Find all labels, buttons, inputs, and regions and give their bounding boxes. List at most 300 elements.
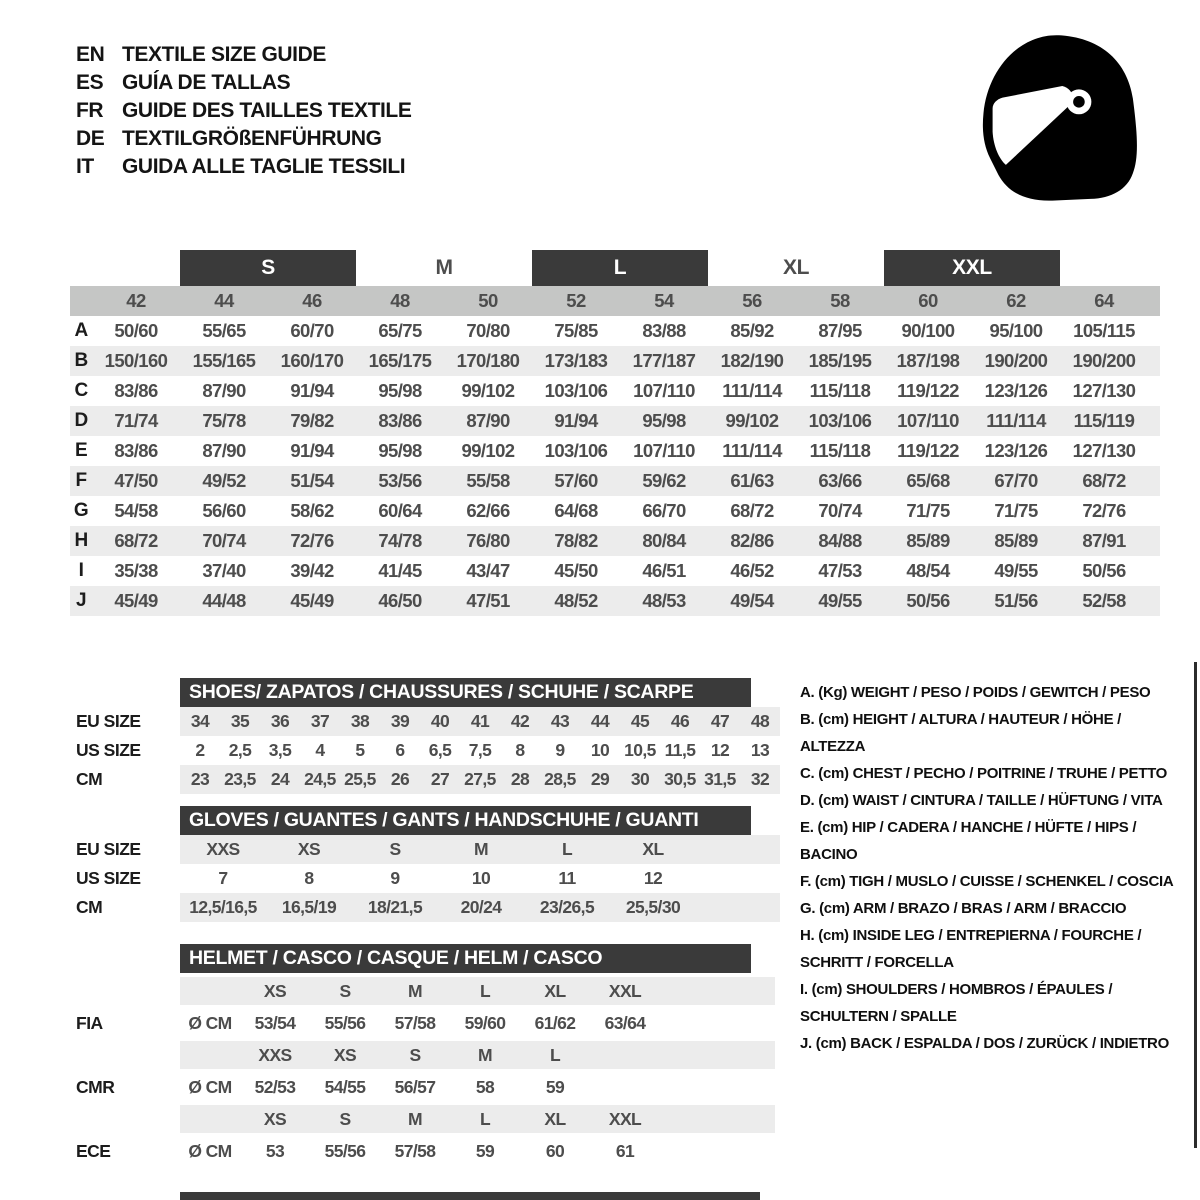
size-group-label: M <box>435 256 453 279</box>
size-value-cell: 155/165 <box>192 350 256 371</box>
shoes-rows <box>70 707 790 794</box>
shoes_table-cm-band <box>180 765 780 794</box>
letter-col-spacer <box>70 250 92 286</box>
size-value-cell: 90/100 <box>901 320 955 341</box>
language-label: GUÍA DE TALLAS <box>122 71 291 94</box>
shoes_table-cm-cell: 26 <box>390 769 410 789</box>
helmet-size-cell: XL <box>544 1108 566 1129</box>
size-value-cell: 95/100 <box>989 320 1043 341</box>
size-value-cell: 83/86 <box>378 410 422 431</box>
row-letter: C <box>74 380 88 401</box>
size-value-cell: 78/82 <box>554 530 598 551</box>
size-value-cell: 83/88 <box>642 320 686 341</box>
helmet-sizes-band <box>180 1041 775 1069</box>
row-label: EU SIZE <box>76 839 141 859</box>
helmet-size-cell: S <box>339 1108 351 1129</box>
helmet-standard-label: FIA <box>76 1012 103 1033</box>
size-value-cell: 44/48 <box>202 590 246 611</box>
size-value-cell: 91/94 <box>290 380 334 401</box>
helmet-size-cell: L <box>479 980 491 1001</box>
size-table-row <box>70 556 1160 586</box>
helmet-value-cell: 52/53 <box>254 1076 296 1097</box>
helmet-value-cell: 58 <box>475 1076 495 1097</box>
size-value-cell: 115/118 <box>809 380 871 401</box>
size-value-cell: 87/95 <box>818 320 862 341</box>
helmet-value-cell: 60 <box>545 1140 565 1161</box>
row-letter: A <box>74 320 88 341</box>
size-value-cell: 91/94 <box>554 410 598 431</box>
size-value-cell: 85/89 <box>994 530 1038 551</box>
size-value-cell: 61/63 <box>730 470 774 491</box>
gloves_table-us-cell: 11 <box>558 868 576 888</box>
size-value-cell: 53/56 <box>378 470 422 491</box>
language-label: GUIDE DES TAILLES TEXTILE <box>122 99 412 122</box>
size-value-cell: 54/58 <box>114 500 158 521</box>
helmet-size-cell: XXS <box>258 1044 292 1065</box>
shoes-section <box>70 678 790 794</box>
helmet-size-cell: XS <box>263 1108 287 1129</box>
size-value-cell: 56/60 <box>202 500 246 521</box>
gloves_table-cm-cell: 23/26,5 <box>539 897 595 917</box>
size-value-cell: 95/98 <box>642 410 686 431</box>
shoes_table-us-cell: 2,5 <box>228 740 252 760</box>
size-value-cell: 119/122 <box>897 380 959 401</box>
size-group-label: XL <box>782 256 810 279</box>
shoes_table-us-cell: 13 <box>750 740 770 760</box>
helmet-standard-label: CMR <box>76 1076 115 1097</box>
size-value-cell: 190/200 <box>1072 350 1136 371</box>
shoes_table-cm-cell: 30 <box>630 769 650 789</box>
legend-item: D. (cm) WAIST / CINTURA / TAILLE / HÜFTUNG / VITA <box>800 792 1163 809</box>
shoes_table-cm-cell: 25,5 <box>344 769 376 789</box>
size-value-cell: 87/90 <box>466 410 510 431</box>
size-value-cell: 47/50 <box>114 470 158 491</box>
helmet-value-cell: 59 <box>545 1076 565 1097</box>
size-value-cell: 170/180 <box>456 350 520 371</box>
shoes_table-cm-cell: 30,5 <box>664 769 696 789</box>
row-label: EU SIZE <box>76 711 141 731</box>
size-value-cell: 185/195 <box>808 350 872 371</box>
gloves_table-eu-cell: XXS <box>206 839 240 859</box>
legend-item: J. (cm) BACK / ESPALDA / DOS / ZURÜCK / INDIETRO <box>800 1035 1169 1052</box>
size-value-cell: 37/40 <box>202 560 246 581</box>
size-value-cell: 35/38 <box>114 560 158 581</box>
size-value-cell: 190/200 <box>984 350 1048 371</box>
size-value-cell: 60/70 <box>290 320 334 341</box>
size-value-cell: 45/49 <box>114 590 158 611</box>
language-list <box>76 44 411 178</box>
size-table-row <box>70 496 1160 526</box>
row-letter: I <box>78 560 84 581</box>
size-groups-row <box>70 250 1160 286</box>
size-value-cell: 165/175 <box>368 350 432 371</box>
helmet-unit-label: Ø CM <box>188 1012 232 1033</box>
helmet-unit-label: Ø CM <box>188 1140 232 1161</box>
shoes_table-eu-cell: 45 <box>630 711 650 731</box>
size-value-cell: 150/160 <box>104 350 168 371</box>
legend-item: I. (cm) SHOULDERS / HOMBROS / ÉPAULES / SCHULTERN / SPALLE <box>800 981 1113 1025</box>
size-value-cell: 49/55 <box>818 590 862 611</box>
gloves-rows <box>70 835 790 922</box>
size-value-cell: 41/45 <box>378 560 422 581</box>
shoes_table-us-cell: 6,5 <box>428 740 452 760</box>
gloves_table-us-cell: 7 <box>218 868 228 888</box>
shoes_table-eu-cell: 43 <box>550 711 570 731</box>
size-value-cell: 68/72 <box>114 530 158 551</box>
size-value-cell: 75/78 <box>202 410 246 431</box>
shoes_table-us-cell: 11,5 <box>664 740 696 760</box>
helmet-title: HELMET / CASCO / CASQUE / HELM / CASCO <box>180 944 751 973</box>
size-value-cell: 51/56 <box>994 590 1038 611</box>
cutoff-section-bar <box>180 1192 760 1200</box>
gloves_table-cm-cell: 12,5/16,5 <box>189 897 257 917</box>
size-value-cell: 71/74 <box>114 410 158 431</box>
helmet-values-band <box>180 1073 775 1101</box>
size-value-cell: 45/50 <box>554 560 598 581</box>
shoes_table-us-cell: 10 <box>590 740 610 760</box>
size-value-cell: 46/51 <box>642 560 686 581</box>
size-value-cell: 99/102 <box>461 380 515 401</box>
row-label: US SIZE <box>76 740 141 760</box>
size-value-cell: 111/114 <box>722 380 782 401</box>
size-value-cell: 43/47 <box>466 560 510 581</box>
size-value-cell: 72/76 <box>1082 500 1126 521</box>
size-value-cell: 99/102 <box>461 440 515 461</box>
helmet-value-cell: 53 <box>265 1140 285 1161</box>
shoes_table-eu-cell: 35 <box>230 711 250 731</box>
gloves_table-eu-cell: S <box>389 839 401 859</box>
size-value-cell: 39/42 <box>290 560 334 581</box>
size-value-cell: 127/130 <box>1072 380 1136 401</box>
size-value-cell: 95/98 <box>378 440 422 461</box>
shoes_table-eu-cell: 37 <box>310 711 330 731</box>
right-edge-line <box>1194 662 1197 1148</box>
size-value-cell: 182/190 <box>720 350 784 371</box>
shoes_table-eu-band <box>180 707 780 736</box>
column-header: 52 <box>566 290 586 311</box>
shoes_table-eu-cell: 42 <box>510 711 530 731</box>
shoes_table-eu-cell: 41 <box>470 711 490 731</box>
helmet-sizes-row <box>70 1105 790 1133</box>
gloves_table-cm-band <box>180 893 780 922</box>
column-header: 50 <box>478 290 498 311</box>
size-value-cell: 60/64 <box>378 500 422 521</box>
helmet-value-cell: 61/62 <box>534 1012 576 1033</box>
size-value-cell: 47/53 <box>818 560 862 581</box>
shoes_table-cm-cell: 23,5 <box>224 769 256 789</box>
language-label: TEXTILGRÖßENFÜHRUNG <box>122 127 382 150</box>
helmet-value-cell: 59 <box>475 1140 495 1161</box>
gloves_table-eu-band <box>180 835 780 864</box>
size-value-cell: 68/72 <box>1082 470 1126 491</box>
shoes_table-cm-row <box>70 765 790 794</box>
helmet-values-band <box>180 1137 775 1165</box>
size-value-cell: 83/86 <box>114 440 158 461</box>
helmet-size-cell: L <box>549 1044 561 1065</box>
size-value-cell: 71/75 <box>994 500 1038 521</box>
shoes_table-us-band <box>180 736 780 765</box>
size-table-row <box>70 466 1160 496</box>
helmet-size-cell: XS <box>333 1044 357 1065</box>
size-value-cell: 123/126 <box>984 380 1048 401</box>
helmet-values-row <box>70 1137 790 1165</box>
size-group-label: L <box>532 250 708 286</box>
size-value-cell: 50/56 <box>1082 560 1126 581</box>
helmet-size-cell: XXL <box>608 1108 642 1129</box>
size-value-cell: 70/80 <box>466 320 510 341</box>
size-value-cell: 67/70 <box>994 470 1038 491</box>
visor-pivot-dot <box>1073 96 1085 108</box>
size-value-cell: 72/76 <box>290 530 334 551</box>
size-value-cell: 84/88 <box>818 530 862 551</box>
size-value-cell: 82/86 <box>730 530 774 551</box>
size-value-cell: 87/90 <box>202 440 246 461</box>
size-value-cell: 85/89 <box>906 530 950 551</box>
shoes_table-eu-cell: 39 <box>390 711 410 731</box>
helmet-value-cell: 59/60 <box>464 1012 506 1033</box>
gloves-section <box>70 806 790 922</box>
column-header: 54 <box>654 290 674 311</box>
size-value-cell: 107/110 <box>897 410 959 431</box>
gloves_table-eu-row <box>70 835 790 864</box>
language-code: ES <box>76 71 104 94</box>
language-code: DE <box>76 127 105 150</box>
gloves_table-cm-cell: 20/24 <box>460 897 502 917</box>
size-value-cell: 51/54 <box>290 470 334 491</box>
row-letter: D <box>74 410 88 431</box>
col-64-spacer <box>1060 250 1148 286</box>
size-value-cell: 50/60 <box>114 320 158 341</box>
helmet-size-cell: M <box>478 1044 492 1065</box>
shoes_table-cm-cell: 31,5 <box>704 769 736 789</box>
helmet-size-cell: M <box>408 980 422 1001</box>
helmet-rows <box>70 977 790 1165</box>
legend-item: E. (cm) HIP / CADERA / HANCHE / HÜFTE / HIPS / BACINO <box>800 819 1137 863</box>
shoes_table-eu-cell: 44 <box>590 711 610 731</box>
shoes_table-us-cell: 4 <box>315 740 325 760</box>
size-value-cell: 76/80 <box>466 530 510 551</box>
helmet-value-cell: 63/64 <box>604 1012 646 1033</box>
helmet-value-cell: 61 <box>615 1140 635 1161</box>
shoes_table-us-row <box>70 736 790 765</box>
helmet-values-row <box>70 1073 790 1101</box>
row-label: US SIZE <box>76 868 141 888</box>
column-header: 42 <box>126 290 146 311</box>
legend-list <box>800 679 1180 1057</box>
gloves_table-eu-cell: XL <box>642 839 664 859</box>
row-letter: F <box>75 470 87 491</box>
size-value-cell: 68/72 <box>730 500 774 521</box>
gloves_table-us-cell: 10 <box>471 868 491 888</box>
size-value-cell: 127/130 <box>1072 440 1136 461</box>
column-header: 58 <box>830 290 850 311</box>
language-code: FR <box>76 99 104 122</box>
shoes_table-cm-cell: 23 <box>190 769 210 789</box>
legend-item: H. (cm) INSIDE LEG / ENTREPIERNA / FOURCHE / SCHRITT / FORCELLA <box>800 927 1142 971</box>
helmet-value-cell: 55/56 <box>324 1012 366 1033</box>
helmet-values-row <box>70 1009 790 1037</box>
size-value-cell: 70/74 <box>818 500 862 521</box>
legend-item: G. (cm) ARM / BRAZO / BRAS / ARM / BRACCIO <box>800 900 1127 917</box>
shoes_table-eu-cell: 40 <box>430 711 450 731</box>
size-value-cell: 62/66 <box>466 500 510 521</box>
shoes_table-eu-cell: 46 <box>670 711 690 731</box>
size-value-cell: 75/85 <box>554 320 598 341</box>
size-value-cell: 79/82 <box>290 410 334 431</box>
size-value-cell: 107/110 <box>633 440 695 461</box>
size-value-cell: 63/66 <box>818 470 862 491</box>
shoes_table-cm-cell: 27,5 <box>464 769 496 789</box>
helmet-section <box>70 944 790 1165</box>
row-letter: G <box>73 500 89 521</box>
shoes_table-eu-cell: 34 <box>190 711 210 731</box>
helmet-size-cell: XS <box>263 980 287 1001</box>
size-value-cell: 52/58 <box>1082 590 1126 611</box>
helmet-size-cell: L <box>479 1108 491 1129</box>
row-letter: H <box>74 530 88 551</box>
row-letter: B <box>74 350 88 371</box>
shoes_table-us-cell: 5 <box>355 740 365 760</box>
gloves_table-cm-row <box>70 893 790 922</box>
helmet-value-cell: 56/57 <box>394 1076 436 1097</box>
column-header: 46 <box>302 290 322 311</box>
shoes_table-cm-cell: 28,5 <box>544 769 576 789</box>
main-size-table <box>70 250 1160 616</box>
size-value-cell: 160/170 <box>280 350 344 371</box>
helmet-unit-label: Ø CM <box>188 1076 232 1097</box>
size-table-row <box>70 586 1160 616</box>
shoes-title: SHOES/ ZAPATOS / CHAUSSURES / SCHUHE / SCARPE <box>180 678 751 707</box>
shoes_table-cm-cell: 29 <box>590 769 610 789</box>
size-value-cell: 65/75 <box>378 320 422 341</box>
size-value-cell: 103/106 <box>808 410 872 431</box>
gloves_table-eu-cell: M <box>474 839 488 859</box>
helmet-value-cell: 55/56 <box>324 1140 366 1161</box>
language-label: TEXTILE SIZE GUIDE <box>122 43 326 66</box>
helmet-value-cell: 53/54 <box>254 1012 296 1033</box>
size-table-row <box>70 436 1160 466</box>
shoes_table-us-cell: 12 <box>710 740 730 760</box>
size-value-cell: 55/65 <box>202 320 246 341</box>
size-value-cell: 55/58 <box>466 470 510 491</box>
size-value-cell: 87/91 <box>1082 530 1126 551</box>
size-value-cell: 111/114 <box>722 440 782 461</box>
size-value-cell: 46/52 <box>730 560 774 581</box>
size-value-cell: 111/114 <box>986 410 1046 431</box>
shoes_table-eu-cell: 47 <box>710 711 730 731</box>
size-value-cell: 83/86 <box>114 380 158 401</box>
gloves_table-us-cell: 9 <box>390 868 400 888</box>
helmet-values-band <box>180 1009 775 1037</box>
helmet-sizes-row <box>70 1041 790 1069</box>
gloves_table-cm-cell: 16,5/19 <box>281 897 337 917</box>
size-value-cell: 65/68 <box>906 470 950 491</box>
size-value-cell: 58/62 <box>290 500 334 521</box>
size-value-cell: 91/94 <box>290 440 334 461</box>
size-columns-row <box>70 286 1160 316</box>
shoes_table-cm-cell: 32 <box>750 769 770 789</box>
shoes_table-us-cell: 3,5 <box>268 740 292 760</box>
size-value-cell: 49/54 <box>730 590 774 611</box>
column-header: 62 <box>1006 290 1026 311</box>
size-value-cell: 115/119 <box>1073 410 1135 431</box>
helmet-size-cell: M <box>408 1108 422 1129</box>
shoes_table-us-cell: 10,5 <box>624 740 656 760</box>
shoes_table-cm-cell: 27 <box>430 769 450 789</box>
size-value-cell: 49/55 <box>994 560 1038 581</box>
size-value-cell: 48/52 <box>554 590 598 611</box>
column-header: 60 <box>918 290 938 311</box>
size-value-cell: 107/110 <box>633 380 695 401</box>
language-code: EN <box>76 43 105 66</box>
col-42-spacer <box>92 250 180 286</box>
size-value-cell: 85/92 <box>730 320 774 341</box>
size-value-cell: 105/115 <box>1073 320 1135 341</box>
shoes_table-us-cell: 6 <box>395 740 405 760</box>
row-letter: J <box>76 590 86 611</box>
shoes_table-cm-cell: 24,5 <box>304 769 336 789</box>
row-letter: E <box>74 440 88 461</box>
helmet-size-cell: XXL <box>608 980 642 1001</box>
size-value-cell: 45/49 <box>290 590 334 611</box>
shoes_table-us-cell: 2 <box>195 740 205 760</box>
language-label: GUIDA ALLE TAGLIE TESSILI <box>122 155 406 178</box>
size-group-label: XXL <box>884 250 1060 286</box>
size-value-cell: 177/187 <box>632 350 696 371</box>
column-header: 56 <box>742 290 762 311</box>
size-value-cell: 115/118 <box>809 440 871 461</box>
gloves_table-us-band <box>180 864 780 893</box>
row-label: CM <box>76 769 103 789</box>
size-table-row <box>70 526 1160 556</box>
size-value-cell: 87/90 <box>202 380 246 401</box>
legend-item: C. (cm) CHEST / PECHO / POITRINE / TRUHE / PETTO <box>800 765 1168 782</box>
shoes_table-us-cell: 7,5 <box>468 740 492 760</box>
helmet-size-cell: S <box>409 1044 421 1065</box>
shoes_table-eu-cell: 36 <box>270 711 290 731</box>
size-table-row <box>70 406 1160 436</box>
helmet-standard-label: ECE <box>76 1140 111 1161</box>
racing-helmet-icon <box>976 32 1142 204</box>
size-value-cell: 99/102 <box>725 410 779 431</box>
size-value-cell: 48/54 <box>906 560 950 581</box>
gloves-title: GLOVES / GUANTES / GANTS / HANDSCHUHE / GUANTI <box>180 806 751 835</box>
helmet-value-cell: 54/55 <box>324 1076 366 1097</box>
size-value-cell: 103/106 <box>544 380 608 401</box>
shoes_table-eu-row <box>70 707 790 736</box>
size-value-cell: 80/84 <box>642 530 686 551</box>
helmet-size-cell: S <box>339 980 351 1001</box>
size-value-cell: 66/70 <box>642 500 686 521</box>
gloves_table-cm-cell: 18/21,5 <box>367 897 423 917</box>
shoes_table-us-cell: 8 <box>515 740 525 760</box>
legend-item: B. (cm) HEIGHT / ALTURA / HAUTEUR / HÖHE / ALTEZZA <box>800 711 1122 755</box>
column-header: 48 <box>390 290 410 311</box>
size-value-cell: 74/78 <box>378 530 422 551</box>
size-value-cell: 57/60 <box>554 470 598 491</box>
legend-item: F. (cm) TIGH / MUSLO / CUISSE / SCHENKEL / COSCIA <box>800 873 1174 890</box>
shoes_table-us-cell: 9 <box>555 740 565 760</box>
size-table-row <box>70 376 1160 406</box>
gloves_table-eu-cell: XS <box>297 839 321 859</box>
size-value-cell: 119/122 <box>897 440 959 461</box>
gloves_table-us-row <box>70 864 790 893</box>
shoes_table-cm-cell: 24 <box>270 769 290 789</box>
size-value-cell: 123/126 <box>984 440 1048 461</box>
helmet-size-cell: XL <box>544 980 566 1001</box>
gloves_table-us-cell: 12 <box>643 868 663 888</box>
size-value-cell: 103/106 <box>544 440 608 461</box>
